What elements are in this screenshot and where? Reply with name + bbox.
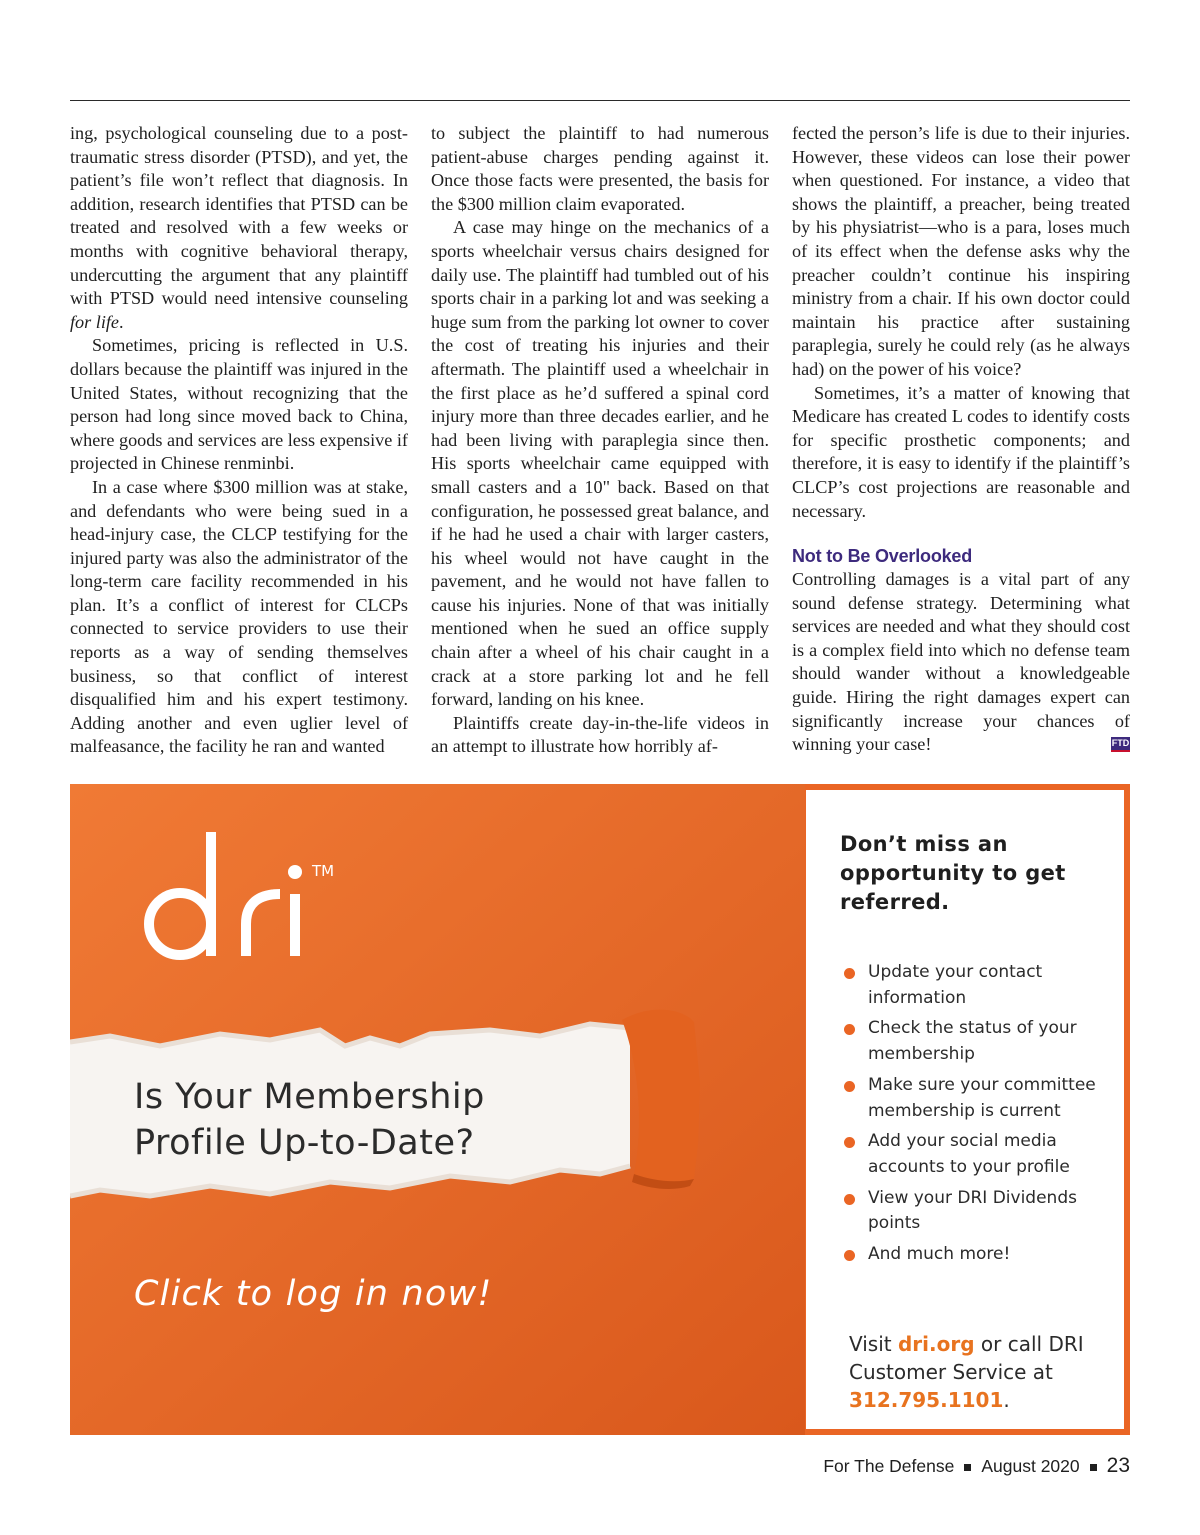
list-item: And much more! bbox=[840, 1242, 1110, 1268]
bullet-icon bbox=[844, 1081, 855, 1092]
paragraph: fected the person’s life is due to their injuries. However, these videos can lose their power when questioned. For instance, a video that shows the plaintiff, a preacher, being treated by his physiatrist—who is a para, loses much of its effect when the defense asks why the preacher couldn’t continue his inspiring ministry from a chair. If his own doctor could maintain his practice after sustaining paraplegia, surely he could rely (as he always had) on the power of his voice? bbox=[792, 123, 1130, 379]
list-item: Check the status of your membership bbox=[840, 1016, 1110, 1067]
dri-membership-ad[interactable] bbox=[70, 784, 1130, 1435]
separator-square-icon bbox=[964, 1464, 971, 1471]
paragraph: Sometimes, pricing is reflected in U.S. dollars because the plaintiff was injured in the United States, without recognizing that the person had long since moved back to China, where goods and services are less expensive if projected in Chinese renminbi. bbox=[70, 335, 408, 474]
bullet-icon bbox=[844, 968, 855, 979]
end-mark-icon: FTD bbox=[1111, 737, 1130, 752]
top-rule bbox=[70, 100, 1130, 101]
publication-name: For The Defense bbox=[823, 1456, 955, 1476]
article-column-1 bbox=[70, 122, 408, 759]
page-footer bbox=[823, 1454, 1130, 1478]
paragraph: to subject the plaintiff to had numerous patient-abuse charges pending against it. Once those facts were presented, the basis for the $300 million claim evaporated. bbox=[431, 123, 769, 214]
page-number: 23 bbox=[1106, 1454, 1130, 1477]
issue-date: August 2020 bbox=[981, 1456, 1080, 1476]
paragraph: Sometimes, it’s a matter of knowing that Medicare has created L codes to identify costs for specific prosthetic components; and therefore, it is easy to identify if the plaintiff’s CLCP’s cost projections are reasonable and necessary. bbox=[792, 382, 1130, 521]
paragraph: Plaintiffs create day-in-the-life videos in an attempt to illustrate how horribly af- bbox=[431, 712, 769, 757]
paragraph: ing, psychological counseling due to a post-traumatic stress disorder (PTSD), and yet, the patient’s file won’t reflect that diagnosis. In addition, research identifies that PTSD can be treated and resolved with a few weeks or months with cognitive behavioral therapy, undercutting the argument that any plaintiff with PTSD would need intensive counseling for life. bbox=[70, 123, 408, 332]
article-column-2 bbox=[431, 122, 769, 759]
paragraph: A case may hinge on the mechanics of a sports wheelchair versus chairs designed for daily use. The plaintiff had tumbled out of his sports chair in a parking lot and was seeking a huge sum from the parking lot owner to cover the cost of treating his injuries and their aftermath. The plaintiff used a wheelchair in the first place as he’d suffered a spinal cord injury more than three decades earlier, and he had been living with paraplegia since then. His sports wheelchair came equipped with small casters and a 10" back. Based on that configuration, he possessed great balance, and if he had he used a chair with larger casters, his wheel would not have caught in the pavement, and he would not have fallen to cause his injuries. None of that was initially mentioned when he sued an office supply chain after a wheel of his chair caught in a crack at a store parking lot and he fell forward, landing on his knee. bbox=[431, 217, 769, 710]
separator-square-icon bbox=[1090, 1464, 1097, 1471]
ad-info-panel bbox=[806, 790, 1124, 1429]
section-subhead: Not to Be Overlooked bbox=[792, 546, 973, 567]
bullet-icon bbox=[844, 1024, 855, 1035]
list-item: Update your contact information bbox=[840, 960, 1110, 1011]
list-item: View your DRI Dividends points bbox=[840, 1186, 1110, 1237]
article-column-3 bbox=[792, 122, 1130, 757]
benefits-list bbox=[840, 960, 1110, 1273]
paragraph: Controlling damages is a vital part of any sound defense strategy. Determining what services are needed and what they should cost is a complex field into which no defense team should wander without a knowledgeable guide. Hiring the right damages expert can significantly increase your chances of winning your case! FTD bbox=[792, 569, 1130, 755]
paragraph: In a case where $300 million was at stake, and defendants who were being sued in a head-injury case, the CLCP testifying for the injured party was also the administrator of the long-term care facility recommended in his plan. It’s a conflict of interest for CLCPs connected to service providers to use their reports as a way of sending themselves business, so that conflict of interest disqualified him and his expert testimony. Adding another and even uglier level of malfeasance, the facility he ran and wanted bbox=[70, 476, 408, 757]
list-item: Make sure your committee membership is current bbox=[840, 1073, 1110, 1124]
bullet-icon bbox=[844, 1250, 855, 1261]
contact-info: Visit dri.org or call DRI Customer Service at 312.795.1101. bbox=[849, 1332, 1084, 1412]
ad-headline: Is Your Membership Profile Up-to-Date? bbox=[134, 1077, 485, 1163]
trademark-mark: TM bbox=[312, 862, 335, 880]
dri-site-link[interactable]: dri.org bbox=[897, 1332, 975, 1356]
panel-title: Don’t miss an opportunity to get referred. bbox=[840, 832, 1066, 914]
bullet-icon bbox=[844, 1194, 855, 1205]
list-item: Add your social media accounts to your profile bbox=[840, 1129, 1110, 1180]
phone-link[interactable]: 312.795.1101 bbox=[849, 1388, 1004, 1412]
dri-logo bbox=[134, 824, 354, 964]
login-cta-link[interactable]: Click to log in now! bbox=[134, 1274, 493, 1314]
bullet-icon bbox=[844, 1137, 855, 1148]
